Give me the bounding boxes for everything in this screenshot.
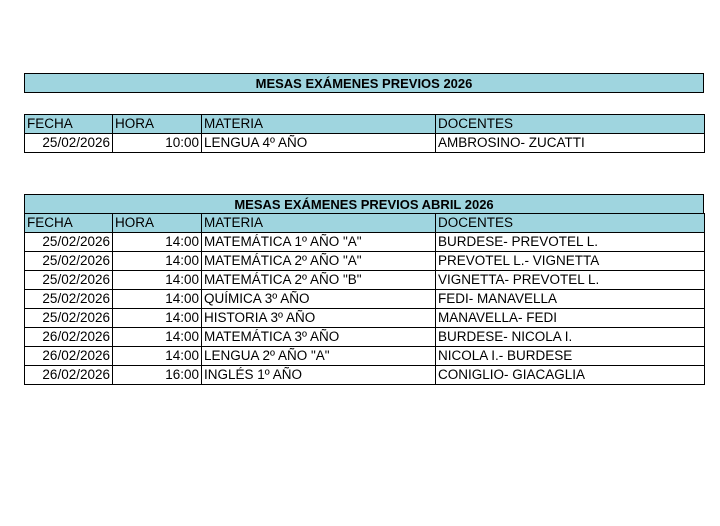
cell-docentes: NICOLA I.- BURDESE [436, 347, 705, 366]
table-row [25, 252, 705, 271]
cell-fecha: 25/02/2026 [25, 290, 113, 309]
table-row [25, 233, 705, 252]
cell-materia: QUÍMICA 3º AÑO [202, 290, 436, 309]
column-header-docentes: DOCENTES [436, 214, 705, 233]
cell-hora: 14:00 [113, 271, 202, 290]
cell-fecha: 26/02/2026 [25, 328, 113, 347]
column-header-materia: MATERIA [202, 214, 436, 233]
table-row [25, 347, 705, 366]
column-header-hora: HORA [113, 214, 202, 233]
column-header-hora: HORA [113, 115, 202, 134]
cell-docentes: PREVOTEL L.- VIGNETTA [436, 252, 705, 271]
cell-hora: 14:00 [113, 233, 202, 252]
cell-fecha: 25/02/2026 [25, 134, 113, 153]
cell-docentes: CONIGLIO- GIACAGLIA [436, 366, 705, 385]
exam-schedule-section-1 [24, 73, 704, 153]
column-header-materia: MATERIA [202, 115, 436, 134]
cell-fecha: 26/02/2026 [25, 366, 113, 385]
table-row [25, 328, 705, 347]
cell-materia: MATEMÁTICA 3º AÑO [202, 328, 436, 347]
table-header-row [25, 115, 705, 134]
cell-hora: 14:00 [113, 252, 202, 271]
section-title: MESAS EXÁMENES PREVIOS 2026 [24, 73, 704, 93]
cell-materia: HISTORIA 3º AÑO [202, 309, 436, 328]
cell-hora: 14:00 [113, 347, 202, 366]
cell-hora: 14:00 [113, 328, 202, 347]
cell-hora: 14:00 [113, 309, 202, 328]
section-title: MESAS EXÁMENES PREVIOS ABRIL 2026 [24, 194, 704, 214]
cell-hora: 10:00 [113, 134, 202, 153]
cell-fecha: 25/02/2026 [25, 309, 113, 328]
table-row [25, 271, 705, 290]
cell-hora: 14:00 [113, 290, 202, 309]
table-row [25, 290, 705, 309]
column-header-fecha: FECHA [25, 115, 113, 134]
exam-table-1 [24, 114, 705, 153]
cell-docentes: BURDESE- NICOLA I. [436, 328, 705, 347]
exam-table-2 [24, 213, 705, 385]
column-header-docentes: DOCENTES [436, 115, 705, 134]
cell-fecha: 26/02/2026 [25, 347, 113, 366]
cell-materia: LENGUA 4º AÑO [202, 134, 436, 153]
cell-materia: INGLÉS 1º AÑO [202, 366, 436, 385]
cell-docentes: MANAVELLA- FEDI [436, 309, 705, 328]
cell-fecha: 25/02/2026 [25, 252, 113, 271]
table-header-row [25, 214, 705, 233]
cell-docentes: FEDI- MANAVELLA [436, 290, 705, 309]
cell-docentes: BURDESE- PREVOTEL L. [436, 233, 705, 252]
cell-docentes: AMBROSINO- ZUCATTI [436, 134, 705, 153]
cell-fecha: 25/02/2026 [25, 233, 113, 252]
cell-materia: MATEMÁTICA 2º AÑO "B" [202, 271, 436, 290]
table-row [25, 134, 705, 153]
cell-docentes: VIGNETTA- PREVOTEL L. [436, 271, 705, 290]
cell-hora: 16:00 [113, 366, 202, 385]
table-row [25, 309, 705, 328]
exam-schedule-section-2 [24, 194, 704, 385]
cell-fecha: 25/02/2026 [25, 271, 113, 290]
column-header-fecha: FECHA [25, 214, 113, 233]
table-row [25, 366, 705, 385]
cell-materia: LENGUA 2º AÑO "A" [202, 347, 436, 366]
cell-materia: MATEMÁTICA 2º AÑO "A" [202, 252, 436, 271]
cell-materia: MATEMÁTICA 1º AÑO "A" [202, 233, 436, 252]
